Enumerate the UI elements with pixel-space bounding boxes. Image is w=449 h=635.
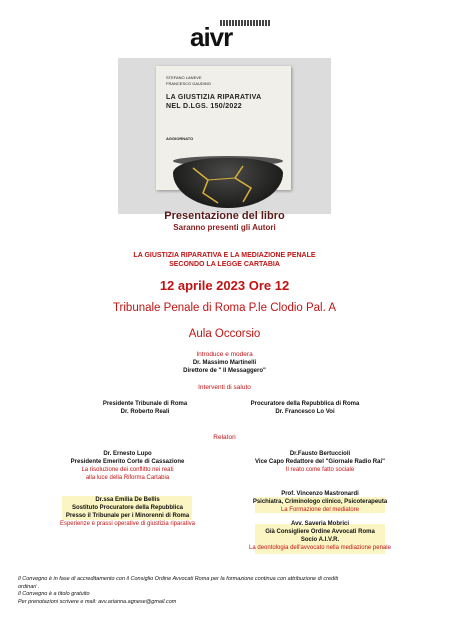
aivr-logo: [190, 14, 280, 54]
gold-crack-lines: [173, 158, 283, 208]
moderator-label: Introduce e modera: [196, 351, 253, 358]
kintsugi-bowl-image: [173, 158, 283, 208]
speaker-name: Avv. Saveria Mobrici: [290, 521, 350, 527]
speaker-lupo: [40, 450, 215, 482]
speaker-name: Prof. Vincenzo Mastronardi: [281, 491, 359, 497]
speaker-role: Sostituto Procuratore della Repubblica: [71, 505, 184, 511]
speaker-role-2: Socio A.I.V.R.: [300, 537, 340, 543]
footer-accreditation-2: ordinari .: [18, 583, 40, 590]
venue-line-1: Tribunale Penale di Roma P.le Clodio Pal. A: [112, 302, 337, 314]
speaker-role: Psichiatra, Criminologo clinico, Psicoterapeuta: [252, 499, 388, 505]
event-date: 12 aprile 2023 Ore 12: [159, 278, 290, 293]
book-cover-bottom: AGGIORNATO: [166, 136, 194, 141]
moderator-role: Direttore de " Il Messaggero": [183, 368, 266, 374]
speaker-topic: Esperienze e prassi operative di giustizia riparativa: [59, 521, 196, 527]
speaker-mastronardi: [230, 490, 410, 514]
logo-text: aivr: [190, 22, 233, 52]
greeter-left: [80, 400, 210, 416]
speaker-role: Presidente Emerito Corte di Cassazione: [70, 459, 185, 465]
book-author-2: FRANCESCO GAUDINO: [166, 81, 211, 86]
greeter-left-role: Presidente Tribunale di Roma: [102, 401, 188, 407]
speaker-name: Dr.Fausto Bertuccioli: [289, 451, 351, 457]
presentation-heading: Presentazione del libro: [164, 210, 285, 222]
book-cover-photo: [118, 58, 331, 214]
greeter-right: [230, 400, 380, 416]
speaker-bertuccioli: [230, 450, 410, 474]
footer-booking-email[interactable]: Per prenotazioni scrivere e mail: avv.arianna.agnese@gmail.com: [18, 598, 177, 605]
authors-present-subheading: Saranno presenti gli Autori: [173, 223, 276, 232]
speaker-name: Dr.ssa Emilia De Bellis: [95, 497, 160, 503]
book-cover-title-2: NEL D.LGS. 150/2022: [166, 103, 242, 110]
speaker-topic: Il reato come fatto sociale: [285, 467, 355, 473]
speaker-role: Vice Capo Redattore del "Giornale Radio Rai": [255, 459, 385, 465]
speaker-role: Già Consigliere Ordine Avvocati Roma: [265, 529, 375, 535]
book-title-line-2: SECONDO LA LEGGE CARTABIA: [169, 261, 280, 268]
book-cover-title-1: LA GIUSTIZIA RIPARATIVA: [166, 94, 262, 101]
moderator-name: Dr. Massimo Martinelli: [192, 360, 257, 366]
footer-accreditation: Il Convegno è in fase di accreditamento con il Consiglio Ordine Avvocati Roma per la formazione continua con attribuzione di crediti: [18, 576, 339, 582]
speaker-de-bellis: [40, 496, 215, 528]
greeter-right-role: Procuratore della Repubblica di Roma: [250, 401, 360, 407]
speaker-mobrici: [225, 520, 415, 552]
speaker-name: Dr. Ernesto Lupo: [103, 451, 152, 457]
speaker-topic: La risoluzione dei conflitto nei reati: [81, 467, 174, 473]
footer-free: Il Convegno è a titolo gratuito: [18, 591, 90, 597]
book-author-1: STEFANO LANEVE: [166, 75, 202, 80]
greeter-right-name: Dr. Francesco Lo Voi: [275, 409, 335, 415]
book-title-line-1: LA GIUSTIZIA RIPARATIVA E LA MEDIAZIONE PENALE: [133, 252, 316, 259]
footer-notes: [18, 576, 438, 606]
greetings-label: Interventi di saluto: [198, 384, 251, 391]
speaker-topic: La Formazione del mediatore: [280, 507, 360, 513]
speakers-label: Relatori: [213, 434, 236, 441]
speaker-role-2: Presso il Tribunale per i Minorenni di Roma: [65, 513, 190, 519]
speaker-topic: La deontologia dell'avvocato nella mediazione penale: [249, 545, 391, 551]
speaker-topic-2: alla luce della Riforma Cartabia: [85, 475, 170, 481]
greeter-left-name: Dr. Roberto Reali: [120, 409, 170, 415]
venue-line-2: Aula Occorsio: [188, 328, 261, 340]
